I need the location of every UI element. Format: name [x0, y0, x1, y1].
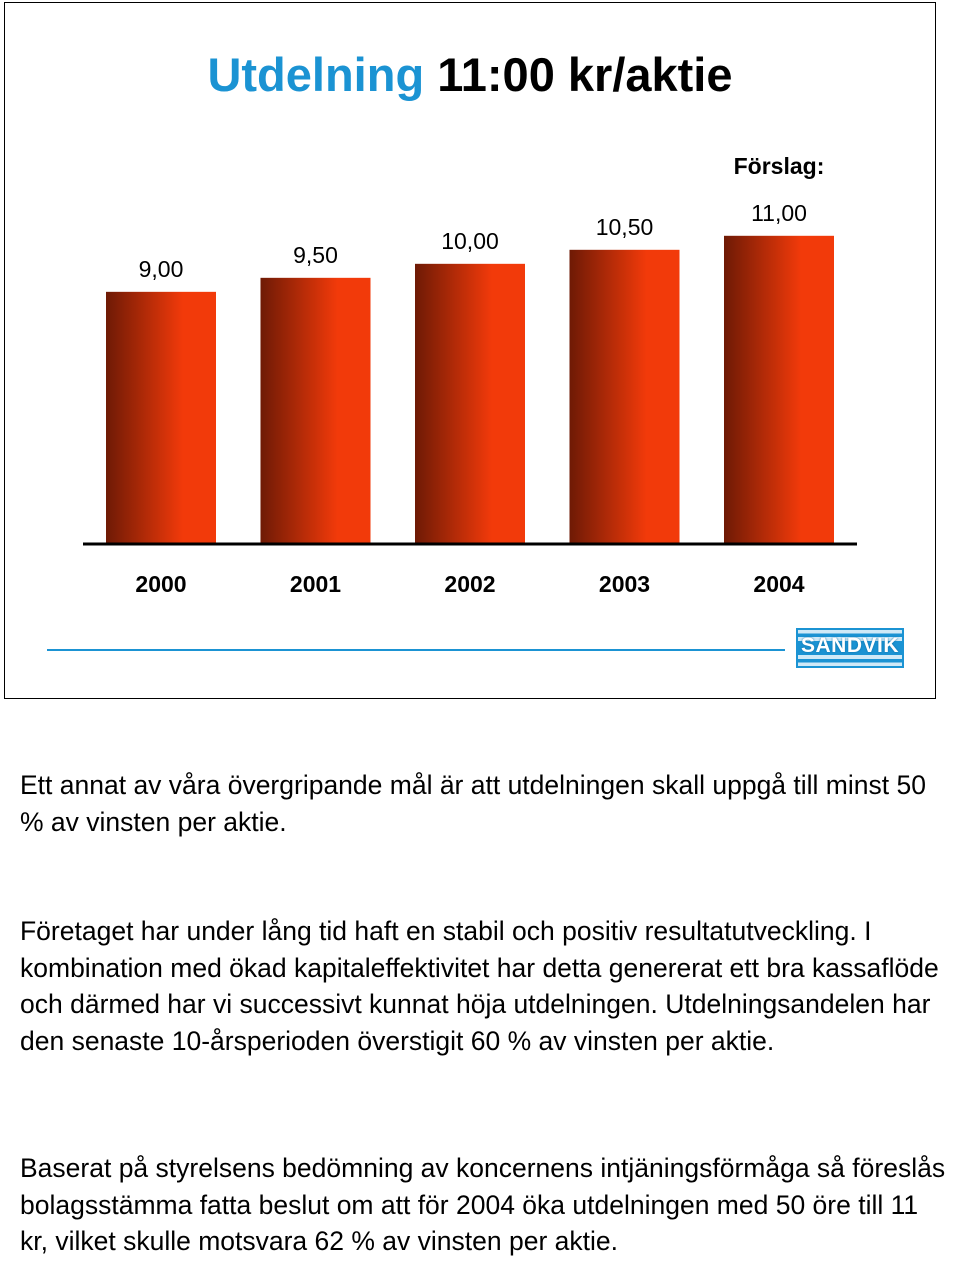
bar-2003: [570, 250, 680, 544]
title-rest: 11:00 kr/aktie: [424, 48, 733, 101]
value-label-2003: 10,50: [595, 213, 654, 240]
category-label-2002: 2002: [444, 571, 496, 597]
category-label-2004: 2004: [753, 571, 805, 597]
logo-text: SANDVIK: [800, 634, 899, 657]
body-paragraph-2: Företaget har under lång tid haft en stabil och positiv resultatutveckling. I kombination med ökad kapitaleffektivitet har detta genererat ett bra kassaflöde och därmed har vi successivt kunnat höja utdelningen. Utdelningsandelen har den senaste 10-årsperioden överstigit 60 % av vinsten per aktie.: [20, 916, 939, 1056]
dividend-bar-chart: [5, 3, 935, 698]
annotation-forslag: Förslag:: [733, 152, 825, 179]
body-paragraph-3: Baserat på styrelsens bedömning av koncernens intjäningsförmåga så föreslås bolagsstämma fatta beslut om att för 2004 öka utdelningen med 50 öre till 11 kr, vilket skulle motsvara 62 % av vinsten per aktie.: [20, 1153, 946, 1256]
bar-2001: [261, 278, 371, 544]
bars-layer: [106, 236, 834, 544]
title-accent: Utdelning: [207, 48, 425, 101]
value-label-2001: 9,50: [293, 241, 338, 268]
category-label-2001: 2001: [289, 571, 342, 597]
category-label-2000: 2000: [135, 571, 187, 597]
blue-divider-line: [47, 649, 785, 651]
category-label-2003: 2003: [598, 571, 651, 597]
bar-2000: [106, 292, 216, 544]
value-label-2002: 10,00: [441, 227, 499, 254]
value-label-2004: 11,00: [751, 199, 807, 226]
sandvik-logo: [796, 628, 904, 668]
body-paragraph-1: Ett annat av våra övergripande mål är att utdelningen skall uppgå till minst 50 % av vinsten per aktie.: [20, 770, 926, 837]
value-label-2000: 9,00: [138, 255, 184, 282]
bar-2004: [724, 236, 834, 544]
bar-2002: [415, 264, 525, 544]
slide-frame: [4, 2, 936, 699]
